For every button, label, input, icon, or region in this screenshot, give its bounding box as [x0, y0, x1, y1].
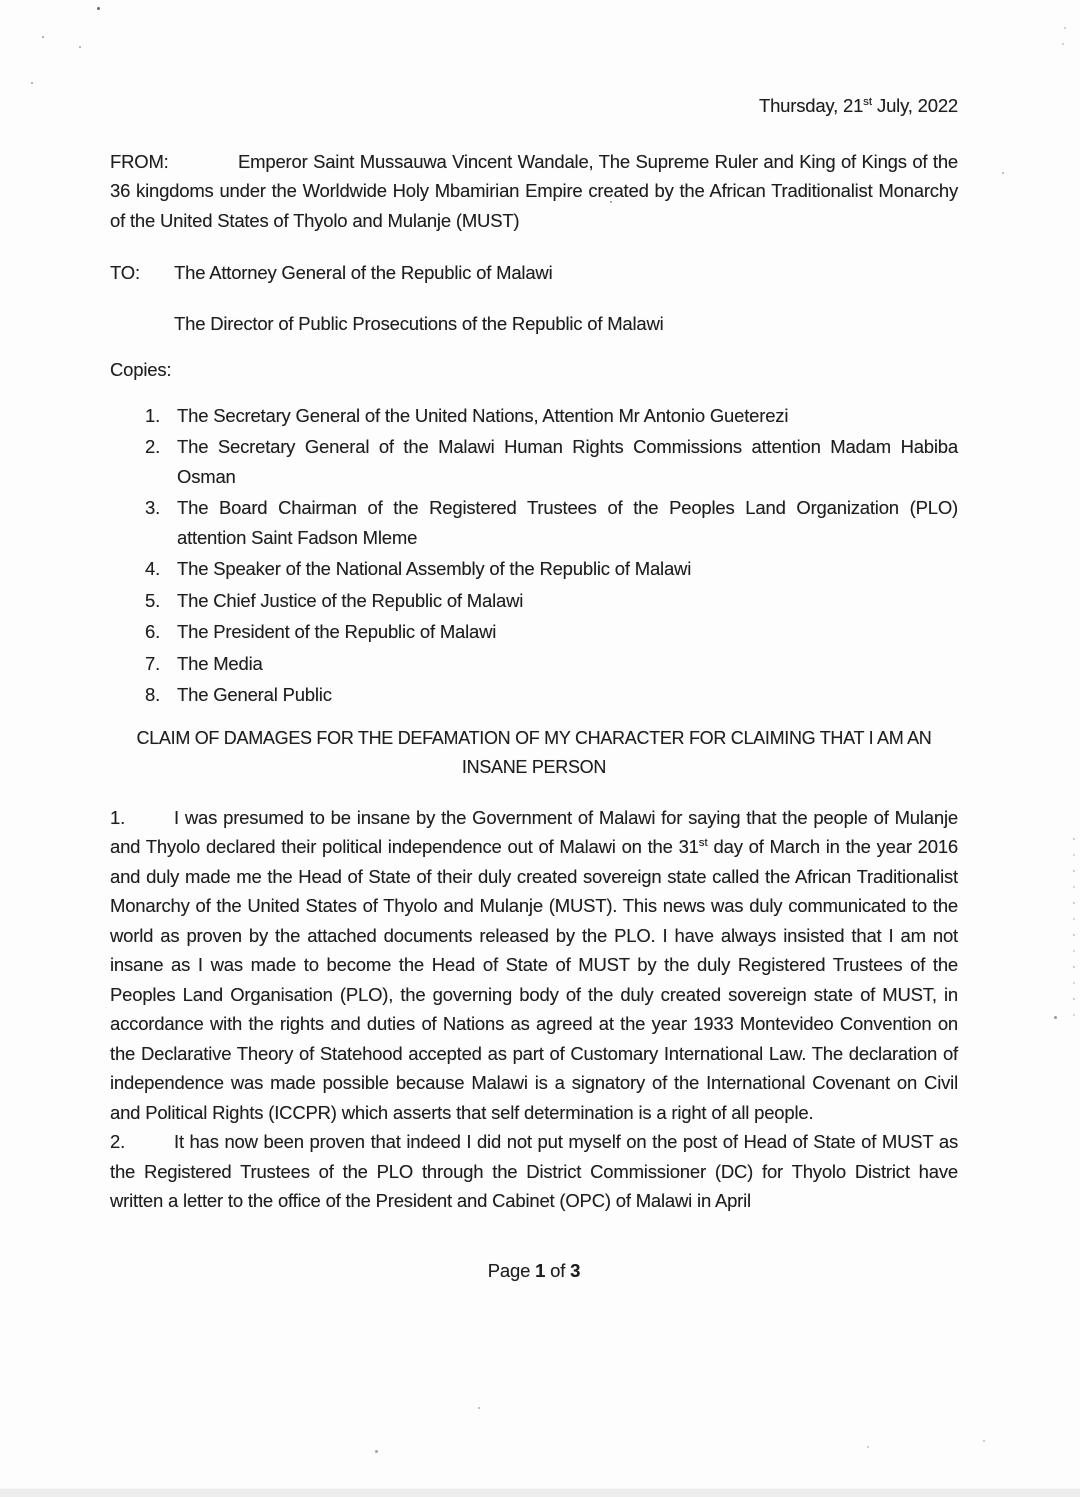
- paragraph-text: It has now been proven that indeed I did not put myself on the post of Head of State of MUST as the Registered Trustees of the PLO through the District Commissioner (DC) for Thyolo District have written a letter to the office of the President and Cabinet (OPC) of Malawi in April: [110, 1131, 958, 1211]
- list-item-number: 2.: [145, 436, 161, 457]
- list-item: [110, 401, 958, 431]
- to-line: [110, 258, 958, 288]
- paragraph-text: I was presumed to be insane by the Government of Malawi for saying that the people of Mulanje and Thyolo declared their political independence out of Malawi on the 31: [110, 806, 958, 857]
- list-item-text: The Speaker of the National Assembly of the Republic of Malawi: [177, 558, 692, 579]
- scan-speck: [42, 36, 44, 38]
- to-recipient-1: The Attorney General of the Republic of Malawi: [174, 262, 553, 283]
- scan-speck: [1064, 27, 1066, 29]
- scan-speck: [31, 82, 33, 84]
- to-recipient-2: The Director of Public Prosecutions of the Republic of Malawi: [174, 312, 664, 334]
- scan-speck: [1073, 918, 1075, 920]
- from-label: FROM:: [110, 150, 169, 172]
- paragraph-2: [110, 1127, 958, 1216]
- list-item: [110, 493, 958, 552]
- list-item-number: 5.: [145, 589, 161, 611]
- scan-speck: [1073, 870, 1075, 872]
- scan-speck: [1073, 854, 1075, 856]
- scan-speck: [610, 201, 612, 203]
- list-item-text: The Secretary General of the Malawi Human Rights Commissions attention Madam Habiba Osman: [177, 436, 958, 487]
- scan-speck: [983, 1440, 985, 1442]
- list-item-number: 6.: [145, 621, 161, 642]
- copies-list: [110, 401, 958, 710]
- list-item-text: The Media: [177, 652, 263, 674]
- paragraph-text: day of March in the year 2016 and duly made me the Head of State of their duly created sovereign state called the African Traditionalist Monarchy of the United States of Thyolo and Mulanje (MUST). This news was duly communicated to the world as proven by the attached documents released by the PLO. I have always insisted that I am not insane as I was made to become the Head of State of MUST by the duly Registered Trustees of the Peoples Land Organisation (PLO), the governing body of the duly created sovereign state of MUST, in accordance with the rights and duties of Nations as agreed at the year 1933 Montevideo Convention on the Declarative Theory of Statehood accepted as part of Customary International Law. The declaration of independence was made possible because Malawi is a signatory of the International Covenant on Civil and Political Rights (ICCPR) which asserts that self determination is a right of all people.: [110, 836, 958, 1123]
- paragraph-number: 1.: [110, 806, 126, 828]
- from-text: Emperor Saint Mussauwa Vincent Wandale, The Supreme Ruler and King of Kings of the 36 kingdoms under the Worldwide Holy Mbamirian Empire created by the African Traditionalist Monarchy of the United States of Thyolo and Mulanje (MUST): [110, 150, 958, 231]
- list-item: [110, 586, 958, 616]
- scan-speck: [1062, 43, 1064, 45]
- scan-speck: [867, 1446, 869, 1448]
- scan-speck: [79, 46, 81, 48]
- scan-speck: [1073, 950, 1075, 952]
- subject-heading: [110, 724, 958, 783]
- list-item-number: 8.: [145, 684, 161, 705]
- list-item: [110, 554, 958, 584]
- paragraph-number: 2.: [110, 1131, 126, 1152]
- scan-speck: [1073, 934, 1075, 936]
- paragraph-1: [110, 803, 958, 1128]
- list-item: [110, 617, 958, 647]
- scan-speck: [478, 1407, 480, 1409]
- list-item: [110, 432, 958, 491]
- date-prefix: Thursday, 21: [758, 95, 864, 116]
- subject-line-1: CLAIM OF DAMAGES FOR THE DEFAMATION OF MY CHARACTER FOR CLAIMING THAT I AM AN: [136, 727, 932, 748]
- list-item-text: The Chief Justice of the Republic of Malawi: [177, 589, 524, 611]
- from-block: [110, 147, 958, 236]
- scan-speck: [1073, 982, 1075, 984]
- footer-page-number: 1: [535, 1259, 546, 1281]
- list-item-number: 3.: [145, 497, 161, 518]
- scan-speck: [1054, 1016, 1057, 1019]
- page-number-footer: [110, 1256, 958, 1286]
- scan-speck: [1073, 1014, 1075, 1016]
- list-item-text: The Board Chairman of the Registered Trustees of the Peoples Land Organization (PLO) attention Saint Fadson Mleme: [177, 497, 958, 548]
- scan-speck: [1073, 998, 1075, 1000]
- to-label: TO:: [110, 262, 140, 283]
- scan-bottom-edge: [0, 1488, 1080, 1497]
- footer-prefix: Page: [487, 1259, 536, 1281]
- scan-speck: [375, 1450, 378, 1453]
- list-item-text: The President of the Republic of Malawi: [177, 621, 497, 642]
- copies-label: Copies:: [110, 359, 172, 380]
- scan-speck: [97, 7, 100, 10]
- footer-separator: of: [545, 1259, 571, 1281]
- scan-speck: [1073, 838, 1075, 840]
- list-item-text: The Secretary General of the United Nations, Attention Mr Antonio Gueterezi: [177, 404, 789, 426]
- date-suffix: July, 2022: [872, 95, 958, 116]
- subject-line-2: INSANE PERSON: [461, 757, 607, 777]
- date-ordinal-superscript: st: [863, 95, 873, 108]
- list-item-number: 1.: [145, 404, 161, 426]
- date-line: [110, 91, 958, 121]
- scan-speck: [1073, 902, 1075, 904]
- scan-speck: [1002, 172, 1004, 174]
- list-item-number: 4.: [145, 558, 161, 579]
- list-item-text: The General Public: [177, 684, 332, 705]
- scan-speck: [1073, 966, 1075, 968]
- list-item-number: 7.: [145, 652, 161, 674]
- ordinal-superscript: st: [698, 836, 708, 849]
- footer-page-total: 3: [570, 1259, 581, 1281]
- scan-speck: [1073, 886, 1075, 888]
- list-item: [110, 680, 958, 710]
- list-item: [110, 649, 958, 679]
